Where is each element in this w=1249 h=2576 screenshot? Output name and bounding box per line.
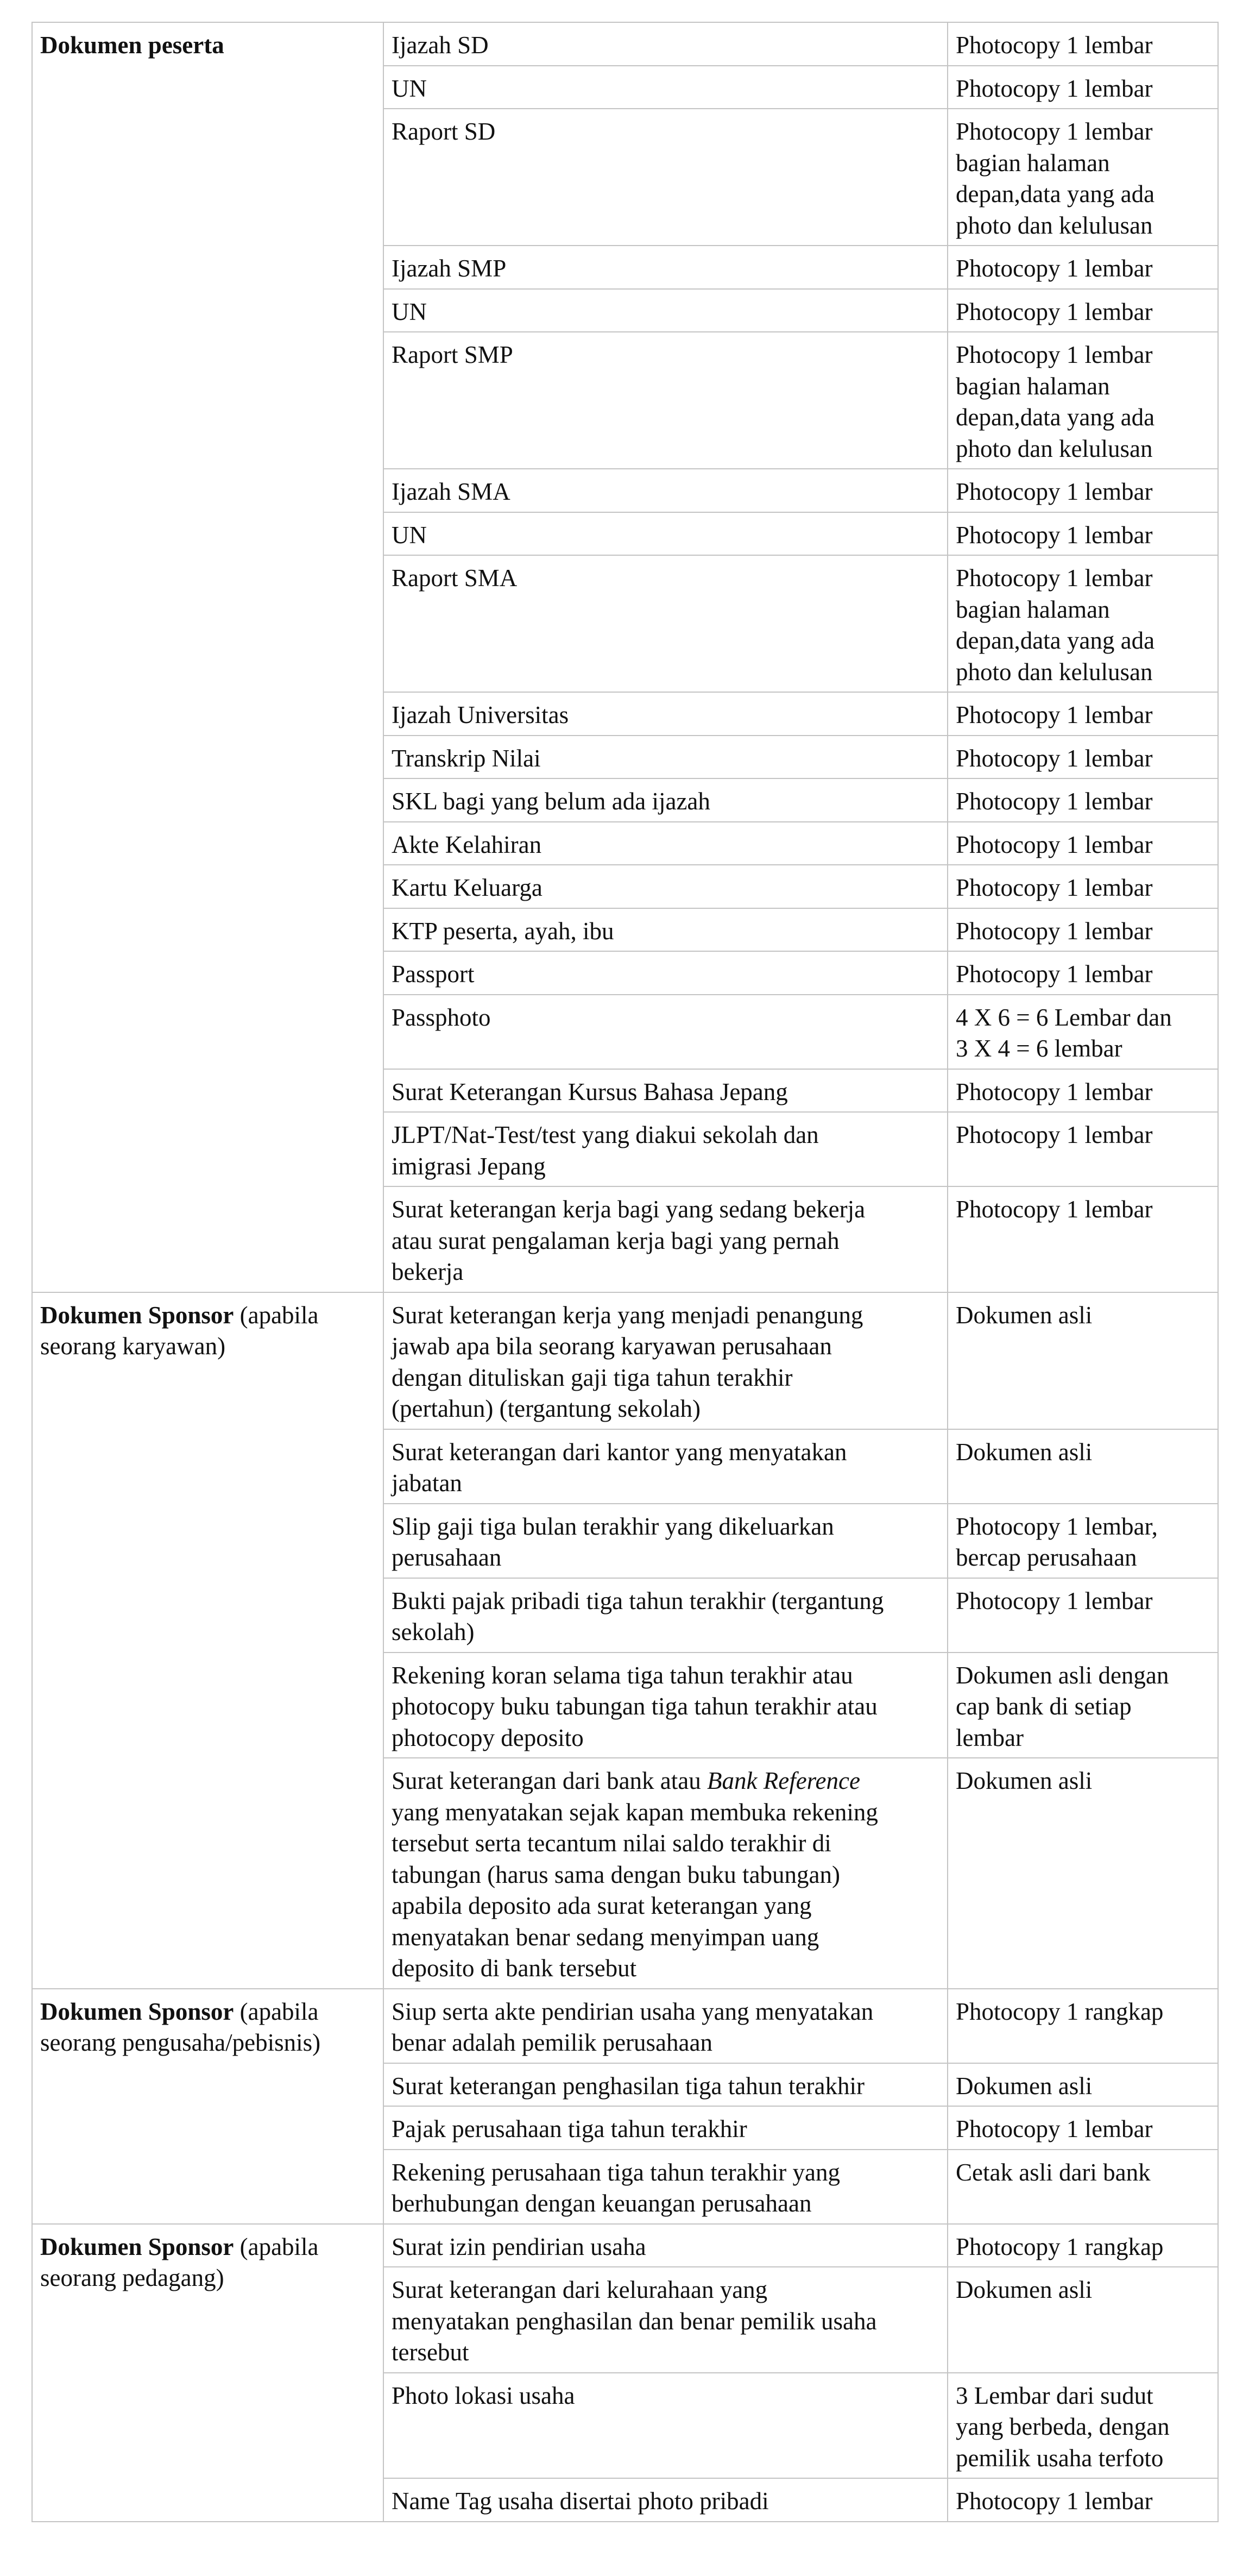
requirement-cell <box>948 736 1218 779</box>
requirement-line: Dokumen asli <box>956 1438 1093 1466</box>
category-cell <box>32 1989 383 2224</box>
requirement-cell <box>948 2150 1218 2224</box>
document-cell <box>383 951 948 995</box>
requirement-cell <box>948 2267 1218 2373</box>
document-line: Surat Keterangan Kursus Bahasa Jepang <box>392 1078 788 1105</box>
requirement-cell <box>948 555 1218 692</box>
document-cell <box>383 2224 948 2267</box>
document-cell <box>383 1069 948 1113</box>
document-line: Surat keterangan dari kelurahaan yang <box>392 2276 768 2303</box>
requirement-line: Photocopy 1 lembar <box>956 478 1153 505</box>
document-cell <box>383 22 948 66</box>
document-line: tabungan (harus sama dengan buku tabungan) <box>392 1861 840 1888</box>
requirement-line: depan,data yang ada <box>956 627 1155 654</box>
document-line: Siup serta akte pendirian usaha yang menyatakan <box>392 1997 874 2025</box>
requirement-line: depan,data yang ada <box>956 404 1155 431</box>
requirement-cell <box>948 2373 1218 2479</box>
document-line: berhubungan dengan keuangan perusahaan <box>392 2190 812 2217</box>
document-cell <box>383 1429 948 1504</box>
requirement-cell <box>948 1292 1218 1429</box>
requirement-line: Dokumen asli <box>956 2072 1093 2100</box>
requirement-line: Cetak asli dari bank <box>956 2158 1151 2186</box>
document-line: Kartu Keluarga <box>392 874 543 901</box>
requirement-line: Photocopy 1 lembar <box>956 701 1153 728</box>
requirement-line: Photocopy 1 lembar <box>956 74 1153 102</box>
table-row <box>32 2224 1218 2267</box>
requirement-cell <box>948 66 1218 109</box>
requirement-cell <box>948 1429 1218 1504</box>
document-line: photocopy deposito <box>392 1724 584 1751</box>
requirement-cell <box>948 2478 1218 2522</box>
table-row <box>32 1292 1218 1429</box>
document-line: Rekening perusahaan tiga tahun terakhir yang <box>392 2158 840 2186</box>
requirement-line: bagian halaman <box>956 372 1110 400</box>
requirement-cell <box>948 1112 1218 1186</box>
requirement-line: Photocopy 1 lembar <box>956 831 1153 858</box>
requirement-cell <box>948 469 1218 512</box>
requirement-cell <box>948 1504 1218 1578</box>
document-line: photocopy buku tabungan tiga tahun terakhir atau <box>392 1693 878 1720</box>
document-line: dengan dituliskan gaji tiga tahun terakhir <box>392 1364 793 1391</box>
category-title: Dokumen peserta <box>40 32 224 59</box>
requirement-line: Photocopy 1 lembar <box>956 917 1153 945</box>
document-line: UN <box>392 74 427 102</box>
requirement-line: Photocopy 1 lembar <box>956 1196 1153 1223</box>
requirement-line: Photocopy 1 lembar <box>956 1078 1153 1105</box>
requirement-cell <box>948 1989 1218 2063</box>
document-line: deposito di bank tersebut <box>392 1955 637 1982</box>
document-line: Bukti pajak pribadi tiga tahun terakhir (tergantung <box>392 1587 884 1614</box>
requirement-line: Photocopy 1 rangkap <box>956 2233 1164 2260</box>
document-cell <box>383 822 948 865</box>
document-line: jawab apa bila seorang karyawan perusahaan <box>392 1333 832 1360</box>
requirement-line: Photocopy 1 lembar <box>956 2115 1153 2143</box>
document-cell <box>383 2267 948 2373</box>
document-line: KTP peserta, ayah, ibu <box>392 917 614 945</box>
requirement-line: photo dan kelulusan <box>956 211 1153 239</box>
document-line: Surat izin pendirian usaha <box>392 2233 646 2260</box>
requirement-line: depan,data yang ada <box>956 180 1155 208</box>
document-line: Ijazah SMA <box>392 478 510 505</box>
document-line: Ijazah SMP <box>392 255 507 282</box>
document-line: jabatan <box>392 1469 462 1497</box>
requirement-cell <box>948 2224 1218 2267</box>
document-line: Surat keterangan dari bank atau Bank Reference <box>392 1767 860 1794</box>
document-cell <box>383 66 948 109</box>
document-cell <box>383 289 948 332</box>
document-line: menyatakan penghasilan dan benar pemilik usaha <box>392 2307 877 2335</box>
document-cell <box>383 1653 948 1758</box>
requirement-cell <box>948 332 1218 469</box>
document-line: Akte Kelahiran <box>392 831 542 858</box>
category-note: (apabila seorang pedagang) <box>40 2233 319 2291</box>
document-line: Passphoto <box>392 1003 491 1031</box>
requirement-cell <box>948 289 1218 332</box>
requirement-cell <box>948 951 1218 995</box>
document-cell <box>383 246 948 289</box>
table-row <box>32 1989 1218 2063</box>
requirement-cell <box>948 1069 1218 1113</box>
requirement-cell <box>948 109 1218 246</box>
requirement-cell <box>948 512 1218 556</box>
requirement-line: Photocopy 1 lembar <box>956 1121 1153 1148</box>
document-italic-term: Bank Reference <box>707 1767 860 1794</box>
document-cell <box>383 995 948 1069</box>
document-line: imigrasi Jepang <box>392 1152 546 1180</box>
requirement-line: photo dan kelulusan <box>956 435 1153 462</box>
document-line: sekolah) <box>392 1618 475 1645</box>
document-cell <box>383 469 948 512</box>
document-cell <box>383 908 948 952</box>
document-cell <box>383 555 948 692</box>
document-cell <box>383 865 948 908</box>
document-line: JLPT/Nat-Test/test yang diakui sekolah dan <box>392 1121 819 1148</box>
document-line: UN <box>392 298 427 325</box>
document-requirements-table <box>31 22 1219 2522</box>
document-cell <box>383 512 948 556</box>
document-line: Ijazah SD <box>392 32 489 59</box>
document-line: Photo lokasi usaha <box>392 2382 575 2409</box>
requirement-cell <box>948 778 1218 822</box>
document-line: Raport SMA <box>392 564 518 592</box>
document-cell <box>383 736 948 779</box>
requirement-cell <box>948 822 1218 865</box>
document-line: yang menyatakan sejak kapan membuka rekening <box>392 1798 878 1826</box>
requirement-cell <box>948 1653 1218 1758</box>
requirement-line: Photocopy 1 lembar, <box>956 1512 1158 1540</box>
document-line: Transkrip Nilai <box>392 744 541 772</box>
requirement-line: Photocopy 1 lembar <box>956 1587 1153 1614</box>
document-line: (pertahun) (tergantung sekolah) <box>392 1395 701 1422</box>
requirement-line: Photocopy 1 lembar <box>956 2487 1153 2515</box>
document-cell <box>383 692 948 736</box>
category-cell <box>32 22 383 1292</box>
document-line: Name Tag usaha disertai photo pribadi <box>392 2487 769 2515</box>
requirement-cell <box>948 2106 1218 2150</box>
requirement-line: Dokumen asli dengan <box>956 1661 1169 1689</box>
requirement-cell <box>948 995 1218 1069</box>
requirement-line: Photocopy 1 lembar <box>956 298 1153 325</box>
requirement-line: yang berbeda, dengan <box>956 2413 1170 2440</box>
requirement-line: pemilik usaha terfoto <box>956 2444 1164 2472</box>
document-cell <box>383 2063 948 2107</box>
document-line: perusahaan <box>392 1544 502 1571</box>
document-cell <box>383 2373 948 2479</box>
requirement-cell <box>948 2063 1218 2107</box>
document-cell <box>383 2106 948 2150</box>
category-title: Dokumen Sponsor <box>40 1301 234 1329</box>
requirement-cell <box>948 865 1218 908</box>
requirement-cell <box>948 1186 1218 1292</box>
document-line: tersebut serta tecantum nilai saldo terakhir di <box>392 1830 831 1857</box>
document-line: tersebut <box>392 2339 469 2366</box>
document-cell <box>383 1758 948 1989</box>
document-line: Slip gaji tiga bulan terakhir yang dikeluarkan <box>392 1512 834 1540</box>
requirement-line: bercap perusahaan <box>956 1544 1137 1571</box>
document-cell <box>383 1578 948 1653</box>
document-cell <box>383 1292 948 1429</box>
requirement-line: lembar <box>956 1724 1024 1751</box>
document-cell <box>383 109 948 246</box>
document-line: SKL bagi yang belum ada ijazah <box>392 788 710 815</box>
document-line: atau surat pengalaman kerja bagi yang pernah <box>392 1227 840 1254</box>
document-line: Surat keterangan dari kantor yang menyatakan <box>392 1438 847 1466</box>
category-note: (apabila seorang karyawan) <box>40 1301 319 1360</box>
category-title: Dokumen Sponsor <box>40 1997 234 2025</box>
requirement-line: 3 X 4 = 6 lembar <box>956 1035 1122 1062</box>
document-cell <box>383 2150 948 2224</box>
document-line: Pajak perusahaan tiga tahun terakhir <box>392 2115 747 2143</box>
document-cell <box>383 1186 948 1292</box>
requirement-cell <box>948 246 1218 289</box>
document-line: Surat keterangan penghasilan tiga tahun terakhir <box>392 2072 865 2100</box>
category-note: (apabila seorang pengusaha/pebisnis) <box>40 1997 321 2056</box>
category-cell <box>32 1292 383 1989</box>
table-body <box>32 22 1218 2522</box>
requirement-line: Photocopy 1 lembar <box>956 341 1153 368</box>
requirement-line: bagian halaman <box>956 149 1110 177</box>
requirement-line: Photocopy 1 lembar <box>956 874 1153 901</box>
category-title: Dokumen Sponsor <box>40 2233 234 2260</box>
document-line: Surat keterangan kerja yang menjadi penangung <box>392 1301 863 1329</box>
requirement-cell <box>948 1758 1218 1989</box>
document-cell <box>383 1112 948 1186</box>
document-line: Rekening koran selama tiga tahun terakhir atau <box>392 1661 853 1689</box>
document-line: bekerja <box>392 1258 464 1285</box>
requirement-line: Photocopy 1 lembar <box>956 118 1153 145</box>
requirement-line: Photocopy 1 lembar <box>956 521 1153 549</box>
requirement-line: Photocopy 1 lembar <box>956 564 1153 592</box>
document-line: Surat keterangan kerja bagi yang sedang bekerja <box>392 1196 866 1223</box>
document-line: menyatakan benar sedang menyimpan uang <box>392 1923 819 1951</box>
requirement-cell <box>948 908 1218 952</box>
requirement-line: bagian halaman <box>956 595 1110 623</box>
category-cell <box>32 2224 383 2522</box>
document-line: benar adalah pemilik perusahaan <box>392 2029 712 2056</box>
requirement-cell <box>948 22 1218 66</box>
document-cell <box>383 1989 948 2063</box>
requirement-line: Photocopy 1 lembar <box>956 744 1153 772</box>
requirement-line: Photocopy 1 lembar <box>956 255 1153 282</box>
requirement-line: 4 X 6 = 6 Lembar dan <box>956 1003 1172 1031</box>
requirement-line: photo dan kelulusan <box>956 658 1153 686</box>
document-line: Raport SMP <box>392 341 513 368</box>
requirement-line: Dokumen asli <box>956 2276 1093 2303</box>
document-cell <box>383 1504 948 1578</box>
document-cell <box>383 332 948 469</box>
document-line: apabila deposito ada surat keterangan yang <box>392 1892 812 1919</box>
requirement-line: cap bank di setiap <box>956 1693 1132 1720</box>
requirement-line: 3 Lembar dari sudut <box>956 2382 1153 2409</box>
requirement-cell <box>948 1578 1218 1653</box>
requirement-line: Photocopy 1 rangkap <box>956 1997 1164 2025</box>
requirement-cell <box>948 692 1218 736</box>
requirement-line: Photocopy 1 lembar <box>956 32 1153 59</box>
requirement-line: Dokumen asli <box>956 1767 1093 1794</box>
document-line: Passport <box>392 960 475 988</box>
requirement-line: Dokumen asli <box>956 1301 1093 1329</box>
requirement-line: Photocopy 1 lembar <box>956 788 1153 815</box>
requirement-line: Photocopy 1 lembar <box>956 960 1153 988</box>
document-cell <box>383 778 948 822</box>
document-line: Raport SD <box>392 118 496 145</box>
document-line: UN <box>392 521 427 549</box>
table-row <box>32 22 1218 66</box>
document-line: Ijazah Universitas <box>392 701 569 728</box>
document-cell <box>383 2478 948 2522</box>
